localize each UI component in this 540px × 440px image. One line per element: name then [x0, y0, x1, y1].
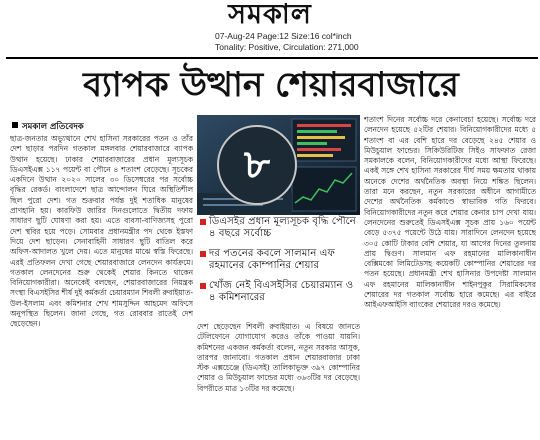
trend-badge-number: ৮ [244, 142, 270, 188]
red-square-bullet-icon [200, 251, 206, 257]
red-square-bullet-icon [200, 219, 206, 225]
masthead [0, 0, 540, 30]
highlight-item [200, 248, 360, 273]
article-text-right: শতাংশ দিনের সর্বোচ্চ দরে কেনাবেচা হয়েছে। সর্বোচ্চ দরে লেনদেন হয়েছে ৫২টির শেয়ার। বিনিয়োগকারীদের মধ্যে ৫ শতাংশ বা এর বেশি হারে দর বেড়েছে ২৪৫ শেয়ার ও মিউচুয়াল ফান্ডের। সিকিউরিটিজ সিইও সাফফাত রেজা সমকালকে বলেন, বিনিয়োগকারীদের মধ্যে আস্থা ফিরেছে। একই সঙ্গে শেখ হাসিনা সরকারের দীর্ঘ সময় ক্ষমতায় থাকায় অনেকে দেশের অর্থনৈতিক অবস্থা নিয়ে শঙ্কিত ছিলেন। তারা মনে করছেন, নতুন সরকারের অধীনে আগামীতে দেশের অর্থনৈতিক কর্মকাণ্ডে স্বাভাবিক গতি ফিরবে। বিনিয়োগকারীদের নতুন করে শেয়ার কেনার চাপ দেখা যায়। লেনদেনের শুরুতেই ডিএসইএক্স সূচক প্রায় ১৬০ পয়েন্ট বেড়ে ৫৩৭৫ পয়েন্টে উঠে যায়। সারাদিনে লেনদেন হয়েছে ৩০৫ কোটি টাকার বেশি শেয়ার, যা আগের দিনের তুলনায় প্রায় দ্বিগুণ। সালমান এফ রহমানের মালিকানাধীন বেক্সিমকো লিমিটেডসহ কয়েকটি কোম্পানির শেয়ারের দর পতন হয়েছে। প্রধানমন্ত্রী শেখ হাসিনার উপদেষ্টা সালমান এফ রহমানের মালিকানাধীন শাইনপুকুর সিরামিকসের শেয়ারের দর গতকাল সর্বোচ্চ হারে কমেছে। এর বাইরে আইএফআইসি ব্যাংকের শেয়ারের দরও কমেছে। [364, 115, 536, 310]
byline [12, 120, 182, 134]
article-column-right [364, 115, 536, 436]
highlight-text: দর পতনের কবলে সালমান এফ রহমানের কোম্পানির শেয়ার [209, 247, 335, 272]
article-column-left [10, 134, 193, 434]
clipping-meta [215, 31, 415, 52]
byline-square-icon [12, 122, 18, 128]
highlight-text: খোঁজ নেই বিএসইসির চেয়ারম্যান ও ৪ কমিশনারের [209, 279, 354, 304]
article-headline: ব্যাপক উত্থান শেয়ারবাজারে [83, 65, 459, 105]
article-column-middle [197, 322, 360, 434]
article-text-left: ছাত্র-জনতার অভ্যুত্থানে শেখ হাসিনা সরকারের পতন ও তাঁর দেশ ছাড়ার পরদিন গতকাল মঙ্গলবার শেয়ারবাজারে ব্যাপক উত্থান হয়েছে। ঢাকার শেয়ারবাজারের প্রধান মূল্যসূচক ডিএসইএক্স ১১৭ পয়েন্ট বা পৌনে ৪ শতাংশ বেড়েছে। সূচকের একদিনে উত্থান ২০২০ সালের ৩০ ডিসেম্বরের পর সর্বোচ্চ বৃদ্ধির রেকর্ড। বাংলাদেশে ছাত্র আন্দোলন ঘিরে অস্থিতিশীল ছিল পুরো দেশ। গত শুক্রবার পর্যন্ত দুই শতাধিক মানুষের প্রাণহানি হয়। কারফিউ জারির দিনগুলোতে দ্বিতীয় দফায় সাধারণ ছুটি ঘোষণা করা হয়। এতে ব্যবসা-বাণিজ্যসহ পুরো দেশ স্থবির হয়ে পড়ে। সোমবার প্রধানমন্ত্রীর পদ থেকে ইস্তফা দিয়ে দেশ ছাড়েন। সেনাবাহিনী সাধারণ ছুটি বাতিল করে অফিস-আদালত খুলে দেয়। এতে মানুষের মাঝে স্বস্তি ফিরেছে। এরই প্রতিফলন দেখা গেছে শেয়ারবাজারে লেনদেন কার্যক্রমে। গতকাল লেনদেনের শুরু থেকেই শেয়ার কিনতে থাকেন বিনিয়োগকারীরা। অনেকেই বলছেন, শেয়ারবাজারের নিয়ন্ত্রক সংস্থা বিএসইসির শীর্ষ দুই কর্মকর্তা চেয়ারম্যান শিবলী রুবাইয়াত-উল-ইসলাম এবং কমিশনার শেখ শামসুদ্দিন আহমেদ অফিসে অনুপস্থিত ছিলেন। জানা গেছে, গত রোববার রাতেই দেশ ছেড়েছেন। [10, 134, 193, 329]
article-text-middle: দেশ ছেড়েছেন শিবলী রুবাইয়াত। এ বিষয়ে জানতে টেলিফোনে যোগাযোগ করেও তাঁকে পাওয়া যায়নি। কমিশনের একজন কর্মকর্তা বলেন, নতুন সরকার আসুক, তারপর জানাবো। গতকাল প্রধান শেয়ারবাজার ঢাকা স্টক এক্সচেঞ্জে (ডিএসই) তালিকাভুক্ত ৩৯৭ কোম্পানির শেয়ার ও মিউচুয়াল ফান্ডের মধ্যে ৩৬৩টির দর বেড়েছে। বিপরীতে মাত্র ১৩টির দর কমেছে। [197, 322, 360, 393]
red-square-bullet-icon [200, 283, 206, 289]
highlight-text: ডিএসইর প্রধান মূল্যসূচক বৃদ্ধি পৌনে ৪ বছরে সর্বোচ্চ [209, 216, 356, 240]
byline-text: সমকাল প্রতিবেদক [22, 122, 84, 132]
upward-trend-badge [217, 125, 297, 205]
clipping-meta-line-2: Tonality: Positive, Circulation: 271,000 [215, 41, 359, 52]
newspaper-logo: সমকাল [228, 0, 312, 30]
highlight-item [200, 216, 360, 241]
highlights-box [200, 216, 360, 318]
highlight-item [200, 280, 360, 305]
clipping-meta-line-1: 07-Aug-24 Page:12 Size:16 col*inch [215, 31, 352, 41]
masthead-divider [6, 57, 538, 59]
